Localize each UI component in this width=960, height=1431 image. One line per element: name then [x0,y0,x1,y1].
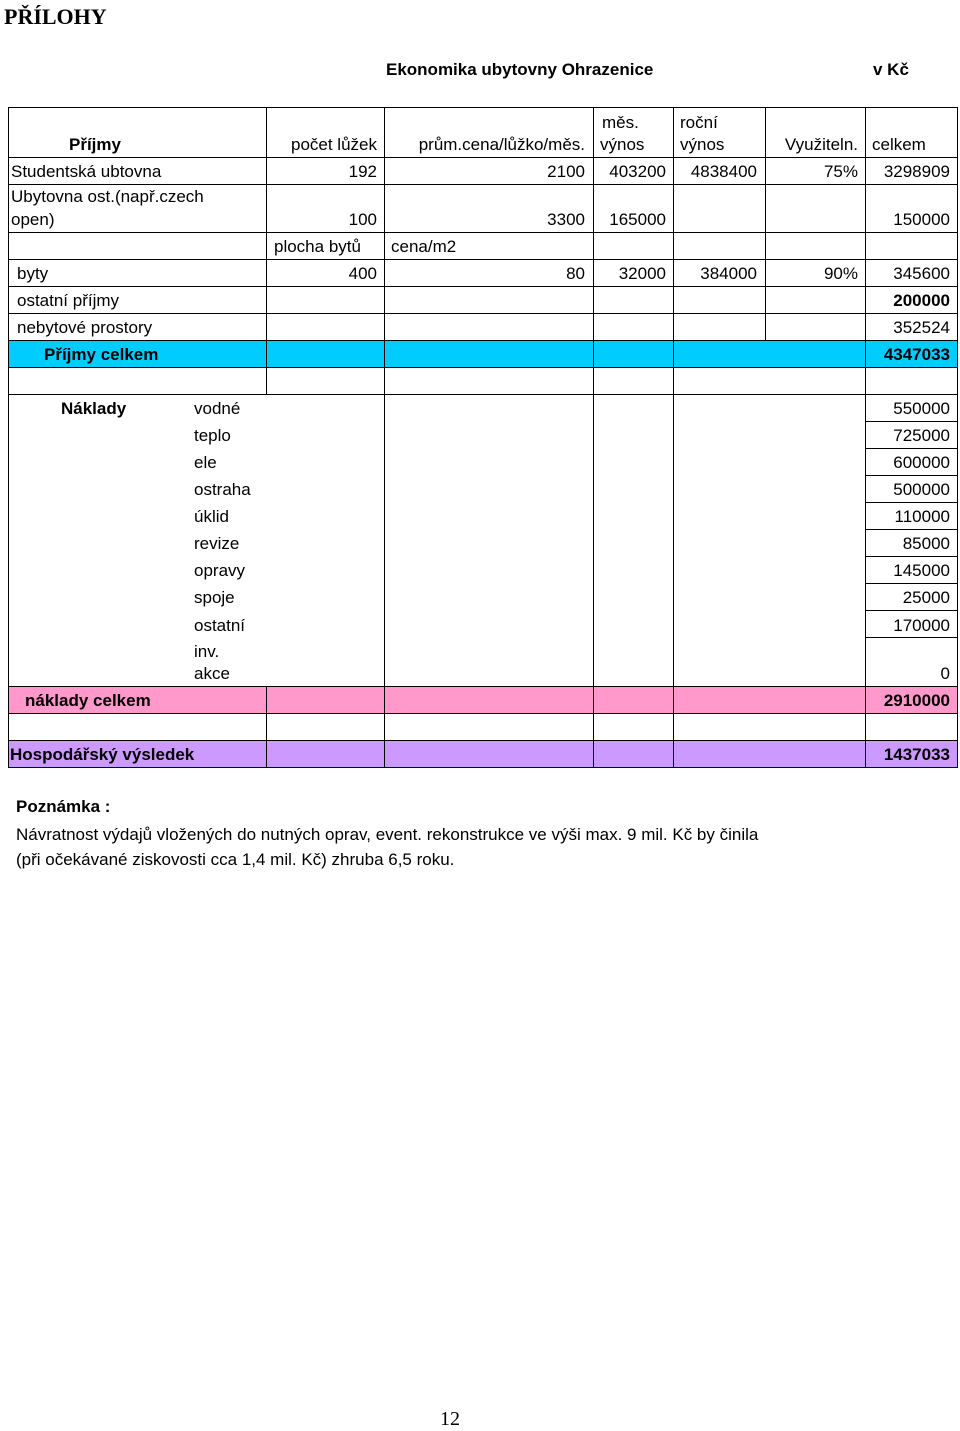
naklady-item-inv-1: inv. [194,642,220,661]
studentska-use: 75% [823,162,858,181]
studentska-label: Studentská ubtovna [11,162,162,181]
nebytove-total: 352524 [893,318,950,337]
naklady-value-ele: 600000 [893,453,950,472]
subheader-plocha: plocha bytů [274,237,361,256]
note-line-1: Návratnost výdajů vložených do nutných oprav, event. rekonstrukce ve výši max. 9 mil. Kč by činila [16,825,759,844]
grid-line [266,340,267,394]
grid-line [8,767,958,768]
grid-line [8,340,958,341]
grid-line [8,367,958,368]
naklady-value-ostraha: 500000 [893,480,950,499]
naklady-value-vodne: 550000 [893,399,950,418]
naklady-value-teplo: 725000 [893,426,950,445]
naklady-item-revize: revize [194,534,240,553]
naklady-item-uklid: úklid [194,507,229,526]
grid-line [865,340,866,394]
byty-area: 400 [348,264,377,283]
naklady-item-teplo: teplo [194,426,231,445]
note-heading: Poznámka : [16,797,111,816]
header-top-line [8,107,958,108]
note-line-2: (při očekávané ziskovosti cca 1,4 mil. Kč) zhruba 6,5 roku. [16,850,455,869]
header-prijmy: Příjmy [69,135,121,154]
header-prum-cena: prům.cena/lůžko/měs. [418,135,585,154]
naklady-celkem-value: 2910000 [883,691,950,710]
ubytovna-monthly: 165000 [609,210,666,229]
grid-line [384,686,385,767]
grid-line [8,313,958,314]
grid-line [8,394,958,395]
naklady-item-inv-2: akce [194,664,230,683]
header-celkem: celkem [872,135,926,154]
grid-line [673,340,674,394]
naklady-item-opravy: opravy [194,561,246,580]
byty-use: 90% [823,264,858,283]
grid-line [673,394,674,686]
naklady-value-revize: 85000 [902,534,950,553]
grid-line [266,686,267,767]
grid-line [384,107,385,340]
header-rocni-vynos-1: roční [680,113,718,132]
grid-line [866,502,958,503]
grid-line [673,686,674,767]
prijmy-celkem-label: Příjmy celkem [44,345,159,364]
subheader-cena-m2: cena/m2 [391,237,457,256]
grid-line [384,394,385,686]
grid-line [8,286,958,287]
naklady-value-uklid: 110000 [894,507,950,526]
naklady-item-spoje: spoje [194,588,235,607]
grid-line [8,713,958,714]
header-pocet-luzek: počet lůžek [291,135,377,154]
ubytovna-label-2: open) [11,210,55,229]
studentska-count: 192 [348,162,377,181]
grid-line [593,340,594,394]
naklady-item-vodne: vodné [194,399,241,418]
naklady-value-opravy: 145000 [893,561,950,580]
header-mes-vynos-1: měs. [602,113,639,132]
studentska-monthly: 403200 [609,162,666,181]
grid-line [8,184,958,185]
ostatni-prijmy-total: 200000 [893,291,950,310]
naklady-celkem-label: náklady celkem [25,691,151,710]
grid-line [266,107,267,340]
grid-line [384,340,385,394]
grid-line [866,475,958,476]
naklady-item-ele: ele [194,453,217,472]
byty-yearly: 384000 [700,264,757,283]
grid-line [8,686,958,687]
naklady-item-ostraha: ostraha [194,480,251,499]
vysledek-value: 1437033 [883,745,950,764]
grid-line [866,421,958,422]
grid-line [593,686,594,767]
grid-line [8,740,958,741]
grid-line [865,394,866,686]
grid-line [957,107,958,767]
byty-label: byty [17,264,49,283]
grid-line [866,556,958,557]
grid-line [866,583,958,584]
studentska-price: 2100 [547,162,585,181]
studentska-yearly: 4838400 [690,162,757,181]
ubytovna-price: 3300 [547,210,585,229]
page-heading: PŘÍLOHY [4,4,107,29]
grid-line [765,107,766,340]
grid-line [866,529,958,530]
grid-line [866,448,958,449]
table-title: Ekonomika ubytovny Ohrazenice [386,60,654,79]
studentska-total: 3298909 [883,162,950,181]
ubytovna-label-1: Ubytovna ost.(např.czech [11,187,204,206]
prijmy-celkem-total: 4347033 [883,345,950,364]
naklady-label: Náklady [61,399,127,418]
ubytovna-count: 100 [348,210,377,229]
ostatni-prijmy-label: ostatní příjmy [17,291,120,310]
grid-line [866,610,958,611]
grid-line [8,232,958,233]
byty-total: 345600 [893,264,950,283]
grid-line [8,259,958,260]
byty-price: 80 [566,264,585,283]
grid-line [865,107,866,340]
naklady-item-ostatni: ostatní [194,616,246,635]
page-number: 12 [440,1408,460,1430]
grid-line [865,686,866,767]
naklady-value-spoje: 25000 [902,588,950,607]
currency-note: v Kč [873,60,909,79]
grid-line [8,107,9,767]
header-mes-vynos-2: výnos [600,135,645,154]
grid-line [593,394,594,686]
vysledek-label: Hospodářský výsledek [10,745,195,764]
ubytovna-total: 150000 [893,210,950,229]
header-vyuziteln: Využiteln. [784,135,858,154]
naklady-value-ostatni: 170000 [893,616,950,635]
naklady-value-inv: 0 [940,664,950,683]
note-text [16,822,916,872]
grid-line [866,637,958,638]
grid-line [8,157,958,158]
byty-monthly: 32000 [618,264,666,283]
header-rocni-vynos-2: výnos [680,135,725,154]
nebytove-label: nebytové prostory [17,318,153,337]
grid-line [673,107,674,340]
grid-line [593,107,594,340]
